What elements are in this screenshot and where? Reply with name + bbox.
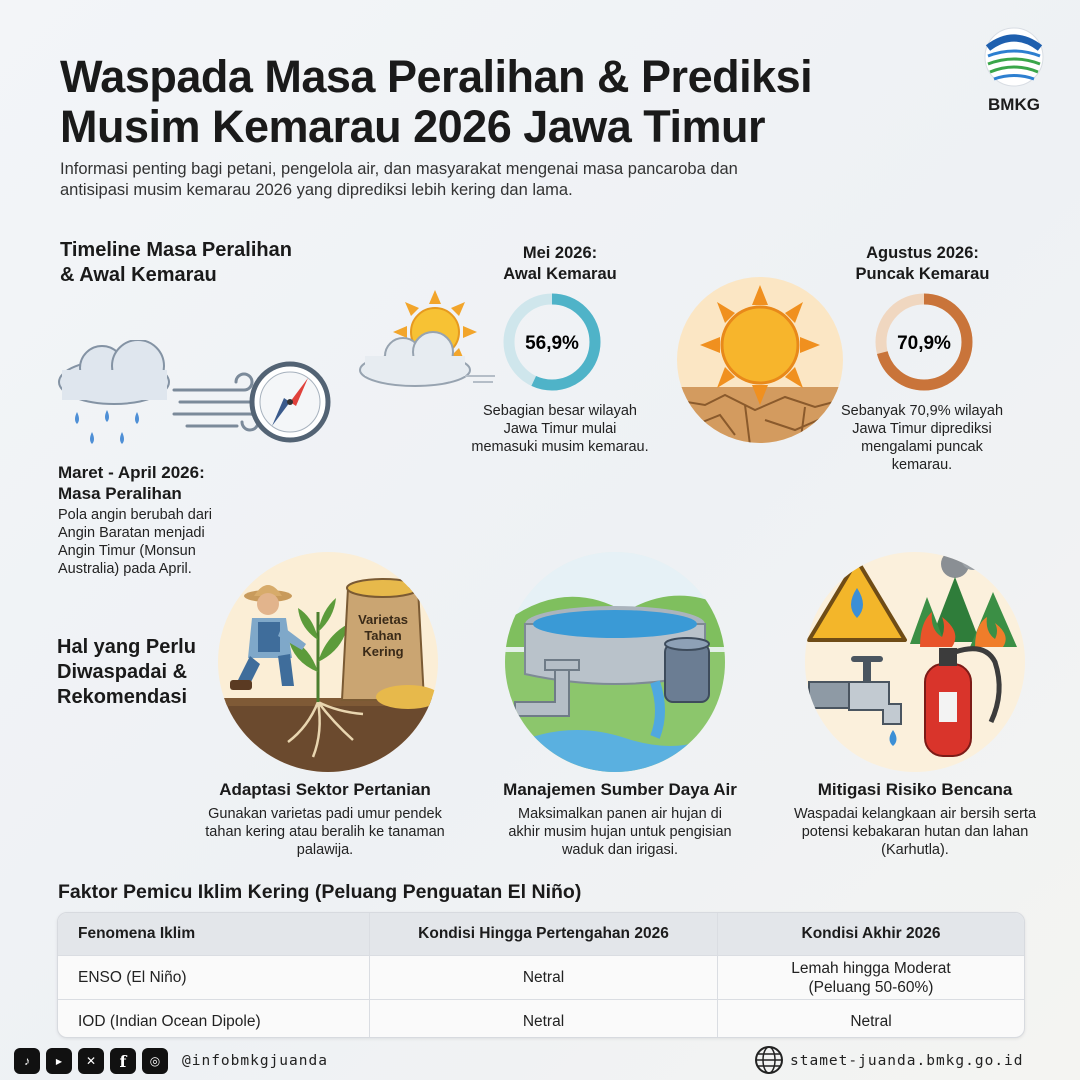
reservoir-illustration bbox=[505, 552, 725, 772]
x-icon[interactable]: ✕ bbox=[78, 1048, 104, 1074]
farming-illustration bbox=[218, 552, 438, 772]
card3-title: Mitigasi Risiko Bencana bbox=[817, 780, 1013, 799]
water-barrel-icon bbox=[665, 638, 709, 702]
card3-desc: Waspadai kelangkaan air bersih serta potensi kebakaran hutan dan lahan (Karhutla). bbox=[793, 806, 1037, 858]
card2-desc: Maksimalkan panen air hujan di akhir musim hujan untuk pengisian waduk dan irigasi. bbox=[508, 806, 732, 858]
card2-title: Manajemen Sumber Daya Air bbox=[503, 780, 737, 799]
drought-sun-illustration bbox=[675, 275, 845, 445]
sun-cloud-illustration bbox=[355, 290, 500, 390]
recommendations-heading-line-1: Hal yang Perlu bbox=[57, 636, 196, 658]
table-row bbox=[58, 956, 1024, 1000]
footer-website[interactable]: stamet-juanda.bmkg.go.id bbox=[790, 1053, 1024, 1069]
stage2-title-line-1: Mei 2026: bbox=[522, 244, 598, 262]
bmkg-logo-icon bbox=[978, 26, 1050, 88]
bmkg-logo bbox=[978, 26, 1050, 114]
table-cell: IOD (Indian Ocean Dipole) bbox=[58, 1000, 370, 1039]
table-cell: Netral bbox=[718, 1000, 1025, 1039]
stage3-title bbox=[830, 243, 1015, 285]
stage3-title-line-1: Agustus 2026: bbox=[866, 244, 979, 262]
stage3-donut bbox=[872, 290, 976, 394]
seed-sack-icon bbox=[342, 579, 438, 709]
card1-desc: Gunakan varietas padi umur pendek tahan kering atau beralih ke tanaman palawija. bbox=[205, 806, 445, 858]
stage2-title-line-2: Awal Kemarau bbox=[503, 265, 617, 283]
factors-heading: Faktor Pemicu Iklim Kering (Peluang Penguatan El Niño) bbox=[58, 881, 582, 903]
facebook-icon[interactable]: f bbox=[110, 1048, 136, 1074]
stage1-desc: Pola angin berubah dari Angin Baratan menjadi Angin Timur (Monsun Australia) pada April. bbox=[58, 507, 212, 577]
card1-title: Adaptasi Sektor Pertanian bbox=[219, 780, 431, 799]
column-header: Fenomena Iklim bbox=[58, 913, 370, 956]
warning-sign-icon bbox=[809, 560, 905, 640]
sack-text-2: Tahan bbox=[364, 628, 402, 643]
bmkg-logo-text: BMKG bbox=[988, 95, 1040, 114]
timeline-heading bbox=[60, 238, 292, 288]
faucet-icon bbox=[809, 656, 901, 746]
fire-extinguisher-icon bbox=[925, 648, 999, 756]
table-row bbox=[58, 1000, 1024, 1039]
rain-cloud-icon bbox=[59, 340, 169, 444]
youtube-icon[interactable]: ▶ bbox=[46, 1048, 72, 1074]
stage3-title-line-2: Puncak Kemarau bbox=[855, 265, 990, 283]
plant-icon bbox=[288, 598, 348, 702]
table-cell: Netral bbox=[370, 1000, 718, 1039]
stage3-desc: Sebanyak 70,9% wilayah Jawa Timur diprediksi mengalami puncak kemarau. bbox=[840, 403, 1004, 473]
sun-icon bbox=[700, 285, 820, 405]
compass-icon bbox=[252, 364, 328, 440]
stage2-title bbox=[470, 243, 650, 285]
forest-fire-icon bbox=[910, 552, 1017, 647]
soil bbox=[218, 702, 438, 772]
social-icons bbox=[14, 1048, 168, 1074]
tiktok-icon[interactable]: ♪ bbox=[14, 1048, 40, 1074]
intro-text: Informasi penting bagi petani, pengelola air, dan masyarakat mengenai masa pancaroba dan antisipasi musim kemarau 2026 yang diprediksi lebih kering dan lama. bbox=[60, 160, 738, 199]
farmer-icon bbox=[230, 585, 306, 690]
table-cell: ENSO (El Niño) bbox=[58, 956, 370, 1000]
recommendations-heading-line-3: Rekomendasi bbox=[57, 686, 188, 708]
stage2-donut bbox=[500, 290, 604, 394]
stage1-title bbox=[58, 462, 205, 504]
page-title bbox=[60, 52, 812, 152]
stage1-title-line-2: Masa Peralihan bbox=[58, 484, 182, 503]
sack-text-1: Varietas bbox=[358, 612, 408, 627]
stage3-percent: 70,9% bbox=[897, 333, 951, 354]
table-cell: Netral bbox=[370, 956, 718, 1000]
recommendations-heading-line-2: Diwaspadai & bbox=[57, 661, 188, 683]
column-header: Kondisi Akhir 2026 bbox=[718, 913, 1025, 956]
table-header-row bbox=[58, 913, 1024, 956]
rain-wind-illustration bbox=[52, 340, 342, 458]
column-header: Kondisi Hingga Pertengahan 2026 bbox=[370, 913, 718, 956]
title-line-2: Musim Kemarau 2026 Jawa Timur bbox=[60, 101, 765, 152]
title-line-1: Waspada Masa Peralihan & Prediksi bbox=[60, 51, 813, 102]
stage2-desc: Sebagian besar wilayah Jawa Timur mulai memasuki musim kemarau. bbox=[471, 403, 649, 455]
disaster-illustration bbox=[805, 552, 1025, 772]
globe-icon bbox=[754, 1045, 784, 1075]
factors-table bbox=[57, 912, 1025, 1038]
timeline-heading-line-1: Timeline Masa Peralihan bbox=[60, 239, 292, 261]
stage2-percent: 56,9% bbox=[525, 333, 579, 354]
recommendations-heading bbox=[57, 635, 196, 710]
sack-text-3: Kering bbox=[362, 644, 404, 659]
footer-handle[interactable]: @infobmkgjuanda bbox=[182, 1053, 328, 1069]
stage1-title-line-1: Maret - April 2026: bbox=[58, 463, 205, 482]
timeline-heading-line-2: & Awal Kemarau bbox=[60, 264, 217, 286]
instagram-icon[interactable]: ◎ bbox=[142, 1048, 168, 1074]
table-cell: Lemah hingga Moderat (Peluang 50-60%) bbox=[718, 956, 1025, 1000]
